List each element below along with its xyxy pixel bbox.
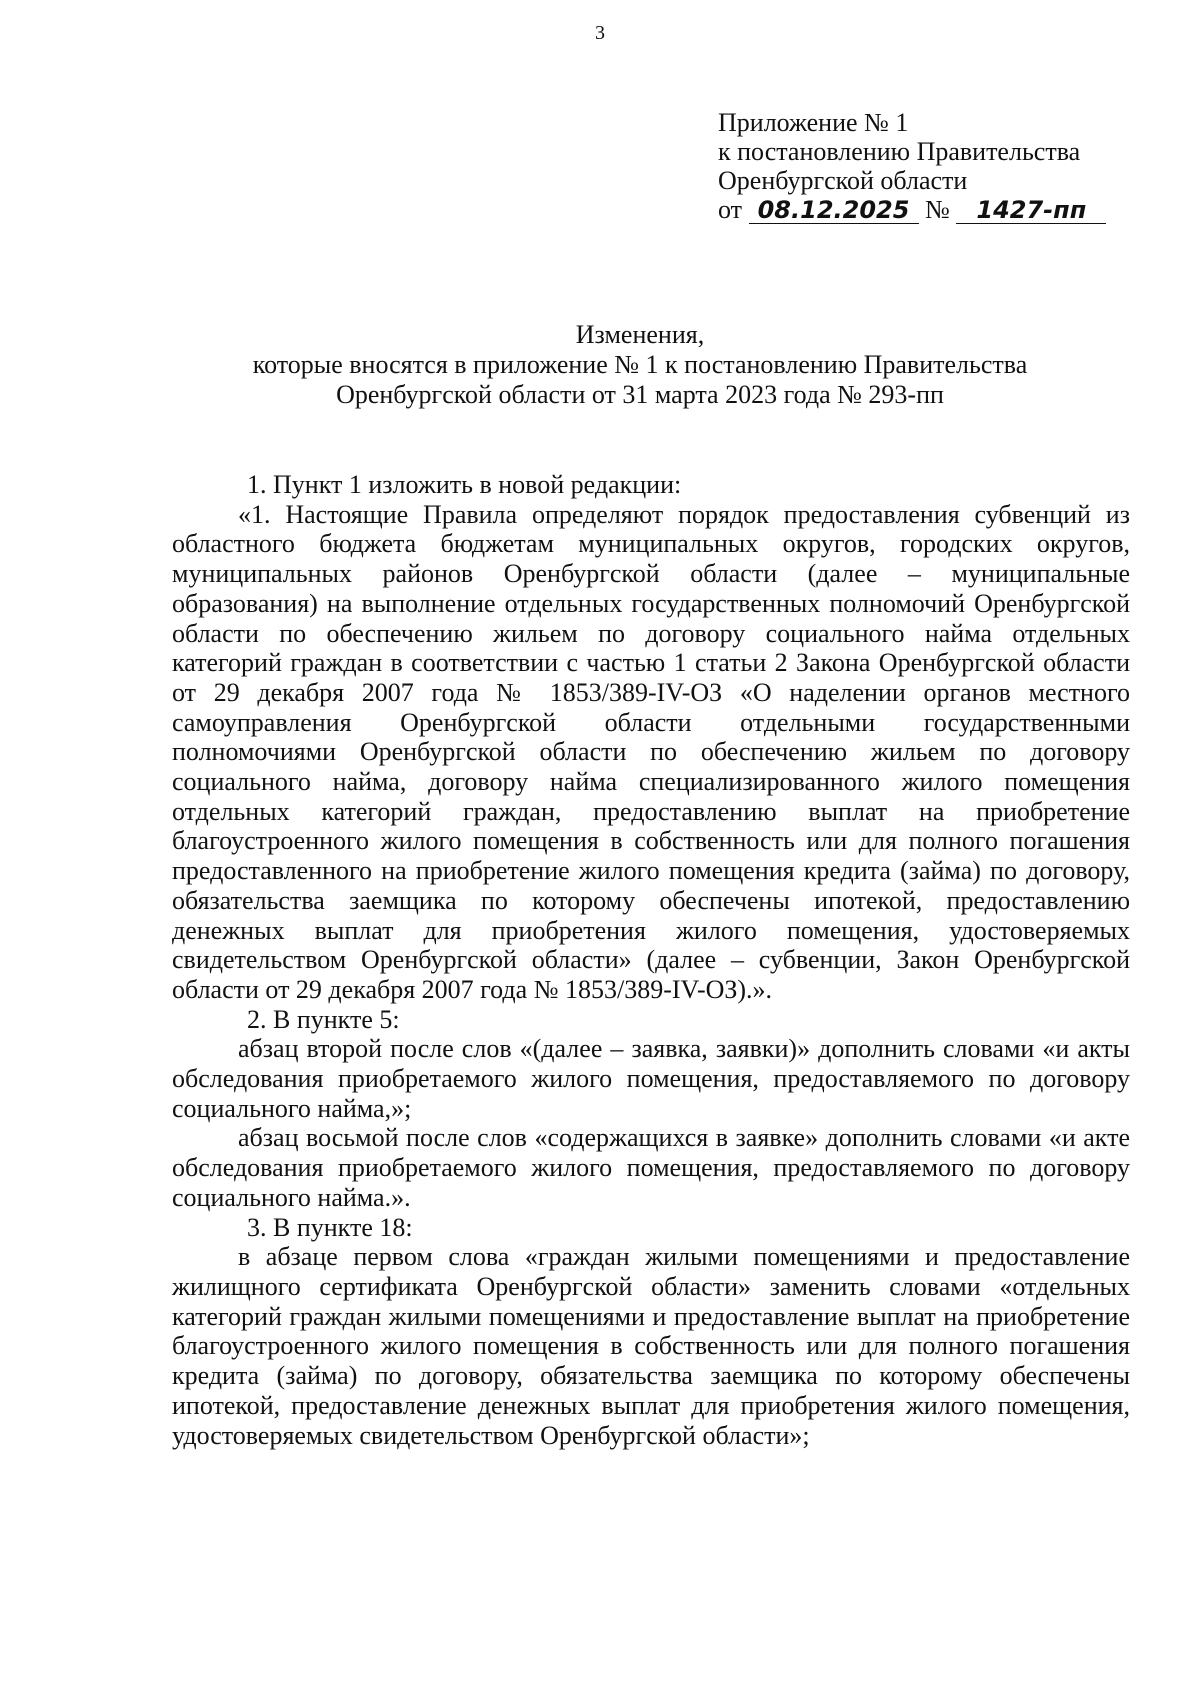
paragraph-item-2: 2. В пункте 5: <box>247 1004 400 1034</box>
appendix-block <box>718 108 1158 224</box>
paragraph-first-abzac: в абзаце первом слова «граждан жилыми помещениями и предоставление жилищного сертификата Оренбургской области» заменить словами «отдельных категорий граждан жилыми помещениями и предоставление выплат на приобретение благоустроенного жилого помещения в собственность или для полного погашения кредита (займа) по договору, обязательства заемщика по которому обеспечены ипотекой, предоставление денежных выплат для приобретения жилого помещения, удостоверяемых свидетельством Оренбургской области»; <box>172 1242 1130 1450</box>
heading-subtitle-line-1: которые вносятся в приложение № 1 к постановлению Правительства <box>252 350 1028 379</box>
handwritten-number: 1427-пп <box>956 197 1106 224</box>
paragraph-item-1: 1. Пункт 1 изложить в новой редакции: <box>247 470 682 499</box>
handwritten-date: 08.12.2025 <box>749 197 919 224</box>
paragraph-item-3: 3. В пункте 18: <box>247 1212 413 1242</box>
paragraph-second-abzac: абзац второй после слов «(далее – заявка, заявки)» дополнить словами «и акты обследования приобретаемого жилого помещения, предоставляемого по договору социального найма,»; <box>172 1034 1130 1123</box>
appendix-line-resolution: к постановлению Правительства <box>718 137 1081 166</box>
page-number: 3 <box>595 22 605 44</box>
number-prefix: № <box>925 195 950 224</box>
appendix-date-number-line <box>718 195 1158 224</box>
document-heading <box>150 320 1130 410</box>
document-body <box>172 470 1130 1450</box>
paragraph-new-wording: «1. Настоящие Правила определяют порядок предоставления субвенций из областного бюджета бюджетам муниципальных округов, городских округов, муниципальных районов Оренбургской области (далее – муниципальные образования) на выполнение отдельных государственных полномочий Оренбургской области по обеспечению жильем по договору социального найма отдельных категорий граждан в соответствии с частью 1 статьи 2 Закона Оренбургской области от 29 декабря 2007 года № 1853/389-IV-ОЗ «О наделении органов местного самоуправления Оренбургской области отдельными государственными полномочиями Оренбургской области по обеспечению жильем по договору социального найма, договору найма специализированного жилого помещения отдельных категорий граждан, предоставлению выплат на приобретение благоустроенного жилого помещения в собственность или для полного погашения предоставленного на приобретение жилого помещения кредита (займа) по договору, обязательства заемщика по которому обеспечены ипотекой, предоставлению денежных выплат для приобретения жилого помещения, удостоверяемых свидетельством Оренбургской области» (далее – субвенции, Закон Оренбургской области от 29 декабря 2007 года № 1853/389-IV-ОЗ).». <box>172 499 1130 1004</box>
date-prefix: от <box>718 195 743 224</box>
heading-title: Изменения, <box>575 320 705 349</box>
heading-subtitle-line-2: Оренбургской области от 31 марта 2023 года № 293-пп <box>336 380 944 409</box>
paragraph-eighth-abzac: абзац восьмой после слов «содержащихся в заявке» дополнить словами «и акте обследования приобретаемого жилого помещения, предоставляемого по договору социального найма.». <box>172 1123 1130 1212</box>
appendix-line-region: Оренбургской области <box>718 166 968 195</box>
appendix-title: Приложение № 1 <box>718 108 909 137</box>
